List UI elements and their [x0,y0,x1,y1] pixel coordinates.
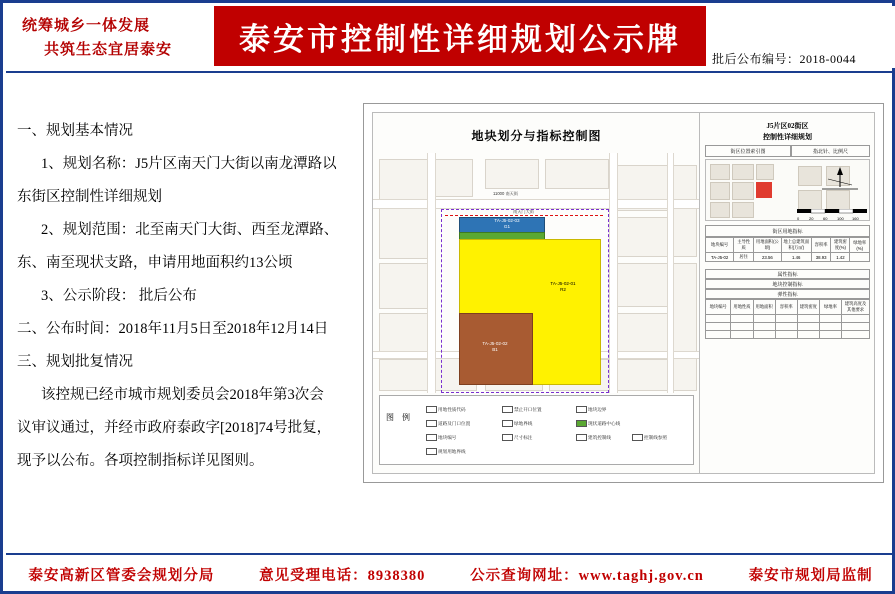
footer [6,555,895,594]
col-3: 地上总建筑面积(万㎡) [781,238,811,253]
col-5: 建筑密度(%) [831,238,850,253]
footer-supervisor: 泰安市规划局监制 [748,568,873,584]
paragraph-3: 现予以公布。各项控制指标详见图则。 [17,453,264,469]
item-1-cont: 东街区控制性详细规划 [17,189,162,205]
item-3: 3、公示阶段： 批后公布 [41,288,197,304]
drawing-info-panel [701,113,874,473]
page-title: 泰安市控制性详细规划公示牌 [214,6,706,66]
svg-text:100: 100 [837,216,844,221]
legend-title: 图 例 [386,413,413,422]
legend-label-8: 现状道路中心线 [588,421,621,426]
zone-sub-g1: G1 [503,224,511,229]
cell-4: 38.93 [811,253,831,262]
zoning-map [373,113,700,473]
cell-1: 居住 [734,253,754,262]
zone-label-b1 [465,341,525,353]
legend-label-7: 地块边界 [588,407,607,412]
attribute-index-title: 属性指标 [777,272,798,278]
legend-label-5: 绿地界线 [514,421,533,426]
drawing-title-line-2: 控制性详细规划 [763,133,812,141]
zone-code-g1: TA-J5-02-03 [494,218,520,223]
zoning-map-title: 地块划分与指标控制图 [471,129,602,143]
col-4: 容积率 [811,238,831,253]
control-index-title: 地块控制指标 [772,282,803,288]
legend-label-3: 规划用地界线 [438,449,466,454]
legend-label-10: 控制线参照 [644,435,667,440]
footer-phone: 意见受理电话：8938380 [259,568,426,584]
svg-text:20: 20 [809,216,814,221]
scale-bar [797,209,867,222]
elastic-index-title: 弹性指标 [777,292,798,298]
item-2-cont: 东、南至现状支路，申请用地面积约13公顷 [17,255,293,271]
svg-text:160: 160 [852,216,859,221]
compass-scale-caption: 指北针、比例尺 [812,149,848,155]
notice-text [17,115,362,478]
detail-index-table: 地块编号 用地性质 用地面积 容积率 建筑密度 绿地率 建筑高度及其他要求 [705,299,870,339]
legend-label-6: 尺寸标注 [514,435,533,440]
drawing-title-line-1: J5片区02街区 [766,122,809,130]
legend-label-0: 用地性质代码 [438,407,466,412]
red-line [445,215,603,216]
zone-label-r2 [533,281,593,293]
drawing-title [701,121,874,143]
col-6: 绿地率(%) [850,238,870,253]
plan-drawing-inner [372,112,875,474]
zone-sub-r2: R2 [560,287,566,292]
compass-icon [812,165,868,195]
zone-label-g1 [477,218,537,230]
slogan [14,12,214,64]
header-divider [6,71,895,73]
legend-label-2: 地块编号 [438,435,457,440]
cell-0: TA-J5-02 [706,253,734,262]
cell-3: 1.46 [781,253,811,262]
section-2-title: 二、公布时间：2018年11月5日至2018年12月14日 [17,321,329,337]
svg-text:0: 0 [797,216,800,221]
cell-5: 1.42 [831,253,850,262]
legend-label-4: 禁止开口位置 [514,407,542,412]
footer-website[interactable]: 公示查询网址：www.taghj.gov.cn [470,568,704,584]
slogan-line-1: 统筹城乡一体发展 [22,18,151,34]
zone-sub-b1: B1 [492,347,498,352]
location-index-caption: 街区位置索引图 [730,149,766,155]
svg-text:60: 60 [823,216,828,221]
section-1-title: 一、规划基本情况 [17,123,133,139]
paragraph-2: 议审议通过，并经市政府泰政字[2018]74号批复， [17,420,332,436]
col-0: 地块编号 [706,238,734,253]
road-label-top: 11000 南天街 [493,191,519,196]
table-header-row [706,238,870,253]
legend [379,395,694,465]
legend-label-9: 建筑控制线 [588,435,611,440]
item-1: 1、规划名称：J5片区南天门大街以南龙潭路以 [41,156,337,172]
col-2: 用地面积(公顷) [754,238,782,253]
cell-2: 23.56 [754,253,782,262]
block-index-table [705,237,870,262]
table-row [706,253,870,262]
col-1: 主导性质 [734,238,754,253]
paragraph-1: 该控规已经市城市规划委员会2018年第3次会 [41,387,324,403]
publish-number: 批后公布编号：2018-0044 [712,52,856,66]
section-3-title: 三、规划批复情况 [17,354,133,370]
block-index-title: 街区用地指标 [772,229,803,235]
legend-label-1: 道路及门口位置 [438,421,471,426]
road-label-main: 南天门大街 [513,209,534,214]
zone-code-r2: TA-J5-02-01 [550,281,576,286]
zone-code-b1: TA-J5-02-02 [482,341,508,346]
plan-drawing-panel [363,103,884,483]
slogan-line-2: 共筑生态宜居泰安 [44,42,173,58]
item-2: 2、规划范围：北至南天门大街、西至龙潭路、 [41,222,339,238]
header [6,6,895,68]
footer-agency: 泰安高新区管委会规划分局 [28,568,215,584]
